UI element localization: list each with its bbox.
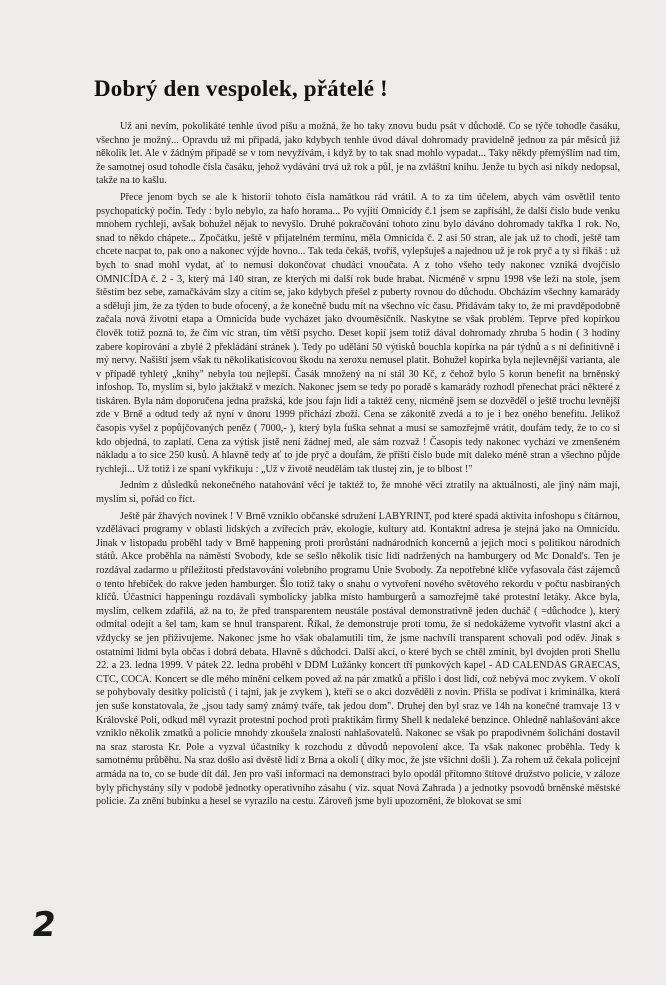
page-title: Dobrý den vespolek, přátelé ! (94, 76, 388, 101)
article-body (96, 120, 620, 812)
paragraph-intro: Už ani nevím, pokolikáté tenhle úvod píšu a možná, že ho taky znovu budu psát v důchodě. Co se týče tohodle časáku, všechno je možný... Opravdu už mi připadá, jako kdybych tenhle úvod dával dohromady pravidelně jednou za pár měsíců již několik let. Ale v žádným případě se v tom nevyžívám, i když by to tak snad mohlo vypadat... Taky někdy přemýšlím nad tím, že samotnej osud tohodle čísla časáku, jehož vydávání trvá už rok a půl, je na zvláštní knihu. Jenže tu bych asi nikdy nedopsal, takže na to kašlu. (96, 121, 620, 187)
page-number: 2 (29, 905, 59, 945)
paragraph-news: Ještě pár žhavých novinek ! V Brně vzniklo občanské sdružení LABYRINT, pod které spadá aktivita infoshopu s čítárnou, vzdělávací programy v oblasti lidských a zvířecích práv, ekologie, kultury atd. Kontaktní adresa je stejná jako na Omnicídu. Jinak v listopadu proběhl tady v Brně happening proti prorůstání nadnárodních koncernů a jejich moci s politikou národních států. Akce proběhla na náměstí Svobody, kde se sešlo několik tisíc lidí nadržených na hamburgery od Mc Donald's. Ten je rozdával zadarmo u příležitosti představování volebního programu Unie Svobody. Za nepotřebné klíče vyfasovala část zájemců o tento hřebíček do rakve jeden hamburger. Šlo totiž taky o snahu o vytvoření nového světového rekordu v počtu nasbíraných klíčů. Účastníci happeningu rozdávali symbolicky jablka místo hamburgerů a samozřejmě také protestní letáky. Akce byla, myslím, celkem zdařilá, až na to, že před transparentem neustále postával demonstrativně jeden ducháč ( =důchodce ), který odmítal odejít a šel tam, kam se hnul transparent. Říkal, že demonstruje proti tomu, že si nedokážeme vytvořit vlastní akci a vždycky se jen přiživujeme. Nakonec jsme ho však obalamutili tím, že jsme nachvíli transparent schovali pod oděv. Jinak s ostatními lidmi byla občas i dobrá debata. Hlavně s důchodci. Další akcí, o které bych se chtěl zmínit, byl dvojden proti Shellu 22. a 23. ledna 1999. V pátek 22. ledna proběhl v DDM Lužánky koncert tří punkových kapel - AD CALENDAS GRAECAS, CTC, COCA. Koncert se dle mého mínění celkem poved až na pár zmatků a přišlo i dost lidí, což nebývá moc zvykem. V okolí se pohybovaly desítky policistů ( i tajní, jak je zvykem ), kteří se o akci dozvěděli z novin. Přišla se podívat i kriminálka, která jen suše konstatovala, že „jsou tady samý známý tváře, tak jedou dom". Druhej den byl sraz ve 14h na konečné tramvaje 13 v Královské Poli, odkud měl vyrazit protestní pochod proti praktikám firmy Shell k nedaleké benzince. Ohledně nahlašování akce vzniklo několik zmatků a policie mnohdy zkoušela znalosti nahlašovatelů. Nakonec se však po prapodivném šolichání dostavil na sraz starosta Kr. Pole a vyzval účastníky k rozchodu z důvodů nepovolení akce. Ta však nakonec proběhla. Tedy k samotnému průběhu. Na sraz došlo asi dvěstě lidí z Brna a okolí ( díky moc, že jste všichni došli ). Za rohem už čekala policejní armáda na to, co se bude dít dál. Jen pro vaší informaci na demonstraci bylo opodál přítomno štítové družstvo policie, v záloze byly přichystány síly v podobě jednotky operativního zásahu ( viz. squat Nová Zahrada ) a jednotky psovodů brněnské městské policie. Za znění bubínku a hesel se vyrazilo na cestu. Zároveň jsme byli upozorněni, že blokovat se smí (96, 510, 620, 808)
paragraph-history: Přece jenom bych se ale k historii tohoto čísla namátkou rád vrátil. A to za tím účelem, abych vám osvětlil tento psychopatický počin. Tedy : bylo nebylo, za hafo horama... Po vyjití Omnicídy č.1 jsem se zapřísáhl, že další číslo bude venku mnohem rychleji, avšak bohužel nějak to nevyšlo. Druhé pokračování tohoto zinu bylo dáváno dohromady takřka 1 rok. No, snad to někdo chápete... Zpočátku, ještě v přijatelném termínu, měla Omnicída č. 2 asi 50 stran, ale jak už to chodí, ještě tam chcete nacpat to, pak ono a nakonec výjde hovno... Tak teda čekáš, tvoříš, vylepšuješ a najednou už je rok pryč a ty si říkáš : už bych to snad mohl vydat, ať to nemusí dokončovat chudáci vnoučata. A z toho všeho tedy nakonec vzniká dvojčíslo OMNICÍDA č. 2 - 3, který má 140 stran, ze kterých mi další rok bude hrabat. Nicméně v srpnu 1998 vše leží na stole, jsem štěstím bez sebe, zamačkávám slzy a cítím se, jako kdybych přešel z puberty rovnou do důchodu. Obcházím všechny kamarády a sděluji jim, že za týden to bude ofocený, a že konečně budu mít na všechno víc času. Přidávám taky to, že mi pravděpodobně začala nová životní etapa a Omnicída bude vycházet jako dvouměsíčník. Naskytne se však problém. Teprve před kopírkou člověk totiž pozná to, že čím víc stran, tím větší psycho. Deset kopií jsem totiž dával dohromady zhruba 5 hodin ( 3 hodiny zabere kopírování a zbylé 2 překládání stránek ). Tedy po udělání 50 výtisků bouchla kopírka na pár týdnů a s ní definitivně i mý nervy. Našiští jsem však tu několikatisícovou škodu na xeroxu nemusel platit. Bohužel kopírka byla nejlevnější varianta, ale v případě tyhletý „knihy" nebyla tou nejlepší. Časák množený na ní stál 30 Kč, z čehož bylo 5 korun benefit na brněnský infoshop. To, myslím si, bylo jakžtakž v mezích. Nakonec jsem se tedy po poradě s kamarády rozhodl přenechat práci některé z tiskáren. Byla nám doporučena jedna pražská, kde jsou fajn lidi a taktéž ceny, nicméně jsem se dozvěděl o ještě trochu levnější zde v Brně a odtud tedy až nyní v únoru 1999 přichází zboží. Cena se zákonitě zvedá a to je i bez oného benefitu. Jelikož časopis vyšel z popůjčovaných peněz ( 7000,- ), který byla fuška sehnat a musí se samozřejmě vrátit, doufám tedy, že to co si kdo objedná, to zaplatí. Cena za výtisk jistě není žádnej med, ale sám rozvaž ! Časopis tedy nakonec vychází ve zmenšeném nákladu a to sice 250 kusů. A hlavně tedy ať to jde pryč a doufám, že příští číslo bude mít daleko méně stran a všechno půjde rychleji... Už totiž i ze spaní vykřikuju : „Už v životě neudělám tak tlustej zin, je to blbost !" (96, 191, 620, 475)
paragraph-consequence: Jedním z důsledků nekonečného natahování věcí je taktéž to, že mnohé věci ztratily na aktuálnosti, ale jiný nám mají, myslím si, pořád co říct. (96, 480, 620, 506)
